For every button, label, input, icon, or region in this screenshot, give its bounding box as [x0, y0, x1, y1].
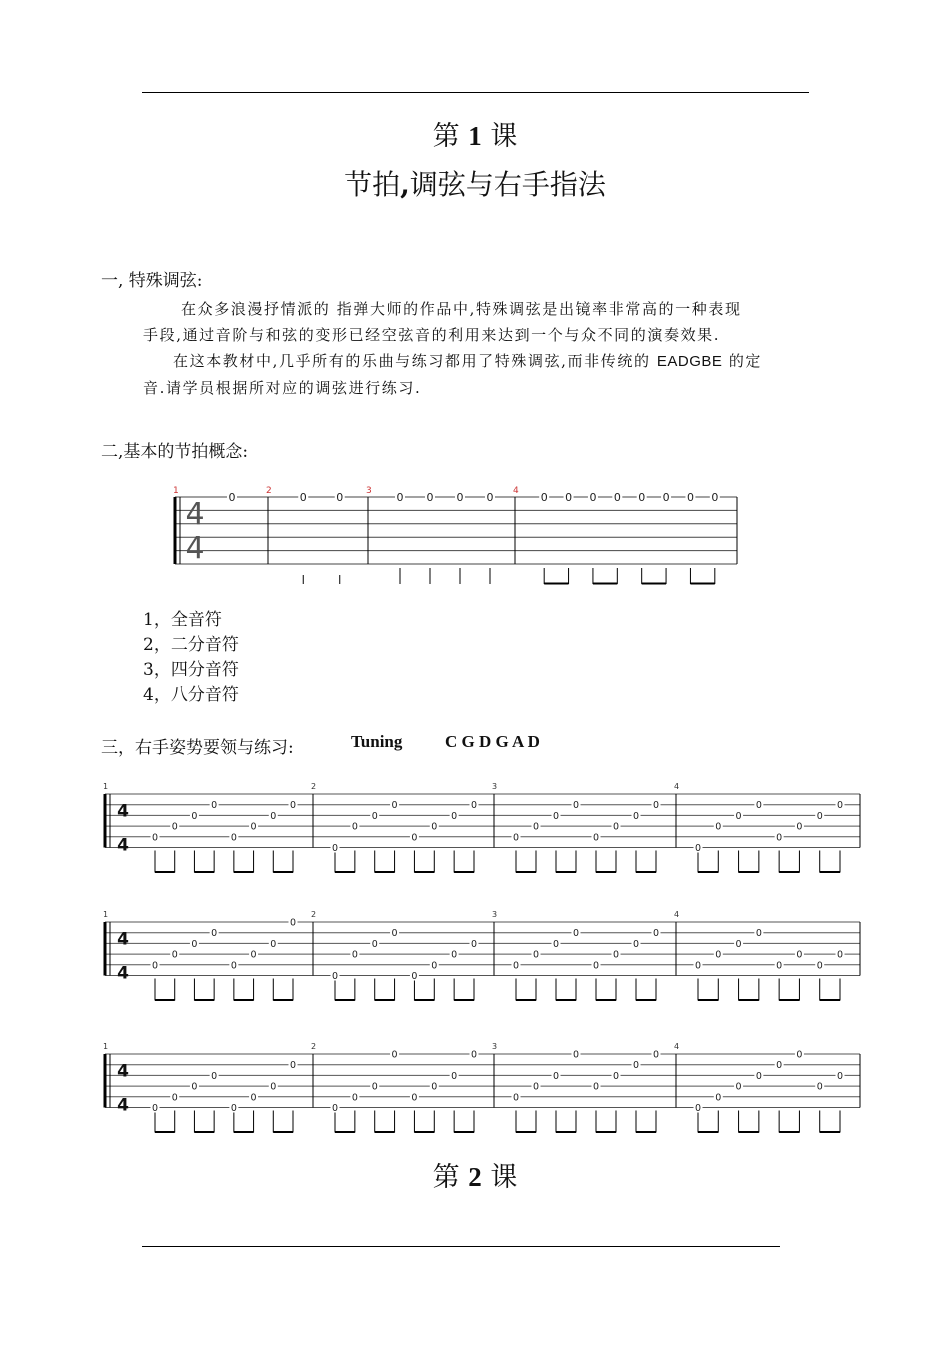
fret-number: 0 — [171, 1092, 178, 1104]
measure-number: 1 — [103, 910, 109, 919]
fret-number: 0 — [755, 1070, 762, 1082]
lesson-number: 2 — [468, 1162, 482, 1192]
fret-number: 0 — [431, 821, 438, 833]
fret-number: 0 — [816, 960, 823, 972]
fret-number: 0 — [592, 960, 600, 972]
fret-number: 0 — [816, 810, 823, 822]
standard-tuning-text: EADGBE — [656, 353, 723, 370]
fret-number: 0 — [836, 800, 844, 812]
fret-number: 0 — [151, 1103, 159, 1114]
fret-number: 0 — [230, 1103, 237, 1114]
fret-number: 0 — [632, 1060, 640, 1072]
fret-number: 0 — [612, 821, 620, 833]
fret-number: 0 — [230, 960, 237, 972]
fret-number: 0 — [776, 832, 783, 844]
lesson-label-suffix: 课 — [490, 1162, 518, 1193]
list-item: 1，全音符 — [143, 610, 222, 630]
fret-number: 0 — [532, 1081, 540, 1093]
fret-number: 0 — [270, 810, 277, 822]
fret-number: 0 — [250, 1092, 257, 1104]
fret-number: 0 — [426, 491, 434, 504]
fret-number: 0 — [565, 491, 573, 504]
time-signature-top: 4 — [117, 929, 129, 950]
measure-number: 2 — [311, 1042, 317, 1051]
subtitle-comma: , — [400, 168, 410, 201]
bottom-rule — [142, 1246, 780, 1247]
para-1-line-2: 手段,通过音阶与和弦的变形已经空弦音的利用来达到一个与众不同的演奏效果. — [143, 326, 721, 344]
para-2-line-2: 音.请学员根据所对应的调弦进行练习. — [143, 379, 422, 397]
fret-number: 0 — [662, 491, 670, 504]
subtitle-part-1: 节拍 — [344, 168, 401, 201]
fret-number: 0 — [289, 917, 297, 929]
fret-number: 0 — [735, 1081, 742, 1093]
fret-number: 0 — [694, 843, 702, 854]
fret-number: 0 — [572, 800, 580, 812]
section-2-heading: 二,基本的节拍概念: — [101, 442, 249, 462]
fret-number: 0 — [652, 800, 660, 812]
fret-number: 0 — [735, 938, 742, 950]
para-1-line-1: 在众多浪漫抒情派的 指弹大师的作品中,特殊调弦是出镜率非常高的一种表现 — [181, 300, 742, 318]
fret-number: 0 — [351, 1092, 358, 1104]
fret-number: 0 — [270, 1081, 277, 1093]
fret-number: 0 — [612, 1070, 620, 1082]
fret-number: 0 — [715, 821, 722, 833]
fret-number: 0 — [371, 1081, 378, 1093]
time-signature-bottom: 4 — [117, 1095, 129, 1116]
fret-number: 0 — [211, 928, 218, 940]
time-signature-bottom: 4 — [117, 963, 129, 984]
fret-number: 0 — [470, 800, 478, 812]
fret-number: 0 — [735, 810, 742, 822]
fret-number: 0 — [191, 938, 198, 950]
subtitle-part-2: 调弦与右手指法 — [409, 168, 606, 201]
fret-number: 0 — [151, 960, 159, 972]
time-signature-bottom: 4 — [185, 531, 205, 566]
fret-number: 0 — [470, 1049, 478, 1061]
para-2-line-1 — [143, 348, 762, 375]
fret-number: 0 — [552, 938, 560, 950]
fret-number: 0 — [451, 1070, 458, 1082]
fret-number: 0 — [289, 1060, 297, 1072]
fret-number: 0 — [331, 1103, 339, 1114]
lesson-1-title — [0, 114, 950, 153]
fret-number: 0 — [572, 928, 580, 940]
para-2-text-end: 的定 — [728, 352, 763, 370]
measure-number: 1 — [103, 782, 109, 791]
fret-number: 0 — [486, 491, 494, 504]
fret-number: 0 — [411, 832, 418, 844]
fret-number: 0 — [289, 800, 297, 812]
fret-number: 0 — [836, 949, 844, 961]
measure-number: 3 — [366, 486, 372, 496]
measure-number: 4 — [513, 486, 519, 496]
fret-number: 0 — [191, 1081, 198, 1093]
fret-number: 0 — [572, 1049, 580, 1061]
fret-number: 0 — [796, 949, 803, 961]
fret-number: 0 — [776, 960, 783, 972]
fret-number: 0 — [755, 928, 762, 940]
fret-number: 0 — [396, 491, 404, 504]
fret-number: 0 — [371, 938, 378, 950]
list-item: 3，四分音符 — [143, 660, 239, 680]
fret-number: 0 — [652, 1049, 660, 1061]
fret-number: 0 — [391, 800, 398, 812]
fret-number: 0 — [431, 1081, 438, 1093]
fret-number: 0 — [796, 821, 803, 833]
fret-number: 0 — [592, 832, 600, 844]
fret-number: 0 — [694, 1103, 702, 1114]
fret-number: 0 — [715, 1092, 722, 1104]
fret-number: 0 — [532, 821, 540, 833]
fret-number: 0 — [532, 949, 540, 961]
fret-number: 0 — [456, 491, 464, 504]
exercise-tab-3 — [0, 1040, 950, 1130]
rhythm-tab — [0, 480, 950, 590]
fret-number: 0 — [755, 800, 762, 812]
para-2-text: 在这本教材中,几乎所有的乐曲与练习都用了特殊调弦,而非传统的 — [173, 352, 651, 370]
fret-number: 0 — [512, 832, 520, 844]
fret-number: 0 — [512, 1092, 520, 1104]
fret-number: 0 — [351, 821, 358, 833]
fret-number: 0 — [331, 971, 339, 982]
fret-number: 0 — [211, 800, 218, 812]
section-1-body — [143, 296, 762, 401]
fret-number: 0 — [612, 949, 620, 961]
measure-number: 1 — [173, 486, 179, 496]
lesson-2-title — [0, 1155, 950, 1194]
fret-number: 0 — [171, 821, 178, 833]
fret-number: 0 — [191, 810, 198, 822]
lesson-subtitle — [0, 163, 950, 203]
fret-number: 0 — [836, 1070, 844, 1082]
lesson-number: 1 — [468, 121, 482, 151]
fret-number: 0 — [331, 843, 339, 854]
fret-number: 0 — [552, 1070, 560, 1082]
fret-number: 0 — [171, 949, 178, 961]
list-item: 4，八分音符 — [143, 685, 239, 705]
fret-number: 0 — [351, 949, 358, 961]
list-item: 2，二分音符 — [143, 635, 239, 655]
fret-number: 0 — [652, 928, 660, 940]
section-1-heading: 一, 特殊调弦: — [101, 271, 203, 291]
fret-number: 0 — [391, 928, 398, 940]
note-value-list — [143, 608, 239, 708]
fret-number: 0 — [371, 810, 378, 822]
fret-number: 0 — [250, 821, 257, 833]
measure-number: 3 — [492, 782, 498, 791]
fret-number: 0 — [589, 491, 597, 504]
fret-number: 0 — [540, 491, 548, 504]
fret-number: 0 — [796, 1049, 803, 1061]
measure-number: 3 — [492, 1042, 498, 1051]
fret-number: 0 — [711, 491, 719, 504]
fret-number: 0 — [431, 960, 438, 972]
measure-number: 1 — [103, 1042, 109, 1051]
fret-number: 0 — [715, 949, 722, 961]
fret-number: 0 — [552, 810, 560, 822]
fret-number: 0 — [632, 938, 640, 950]
measure-number: 4 — [674, 782, 680, 791]
fret-number: 0 — [211, 1070, 218, 1082]
top-rule — [142, 92, 809, 93]
measure-number: 4 — [674, 1042, 680, 1051]
measure-number: 2 — [311, 782, 317, 791]
measure-number: 3 — [492, 910, 498, 919]
fret-number: 0 — [632, 810, 640, 822]
time-signature-top: 4 — [117, 1061, 129, 1082]
fret-number: 0 — [451, 949, 458, 961]
exercise-tab-1 — [0, 780, 950, 870]
measure-number: 4 — [674, 910, 680, 919]
tuning-notes: C G D G A D — [445, 732, 540, 751]
fret-number: 0 — [411, 971, 418, 982]
fret-number: 0 — [299, 491, 307, 504]
fret-number: 0 — [228, 491, 236, 504]
fret-number: 0 — [592, 1081, 600, 1093]
tuning-label: Tuning — [351, 732, 403, 751]
measure-number: 2 — [266, 486, 272, 496]
fret-number: 0 — [250, 949, 257, 961]
time-signature-top: 4 — [185, 497, 205, 532]
fret-number: 0 — [776, 1060, 783, 1072]
fret-number: 0 — [470, 938, 478, 950]
fret-number: 0 — [391, 1049, 398, 1061]
fret-number: 0 — [151, 832, 159, 844]
fret-number: 0 — [613, 491, 621, 504]
section-3-heading: 三，右手姿势要领与练习: — [101, 738, 294, 758]
lesson-label-suffix: 课 — [490, 121, 518, 152]
measure-number: 2 — [311, 910, 317, 919]
fret-number: 0 — [638, 491, 646, 504]
fret-number: 0 — [686, 491, 694, 504]
fret-number: 0 — [411, 1092, 418, 1104]
fret-number: 0 — [512, 960, 520, 972]
fret-number: 0 — [270, 938, 277, 950]
lesson-label: 第 — [432, 1162, 460, 1193]
fret-number: 0 — [451, 810, 458, 822]
fret-number: 0 — [336, 491, 344, 504]
fret-number: 0 — [816, 1081, 823, 1093]
lesson-label: 第 — [432, 121, 460, 152]
fret-number: 0 — [694, 960, 702, 972]
exercise-tab-2 — [0, 908, 950, 998]
time-signature-bottom: 4 — [117, 835, 129, 856]
time-signature-top: 4 — [117, 801, 129, 822]
fret-number: 0 — [230, 832, 237, 844]
